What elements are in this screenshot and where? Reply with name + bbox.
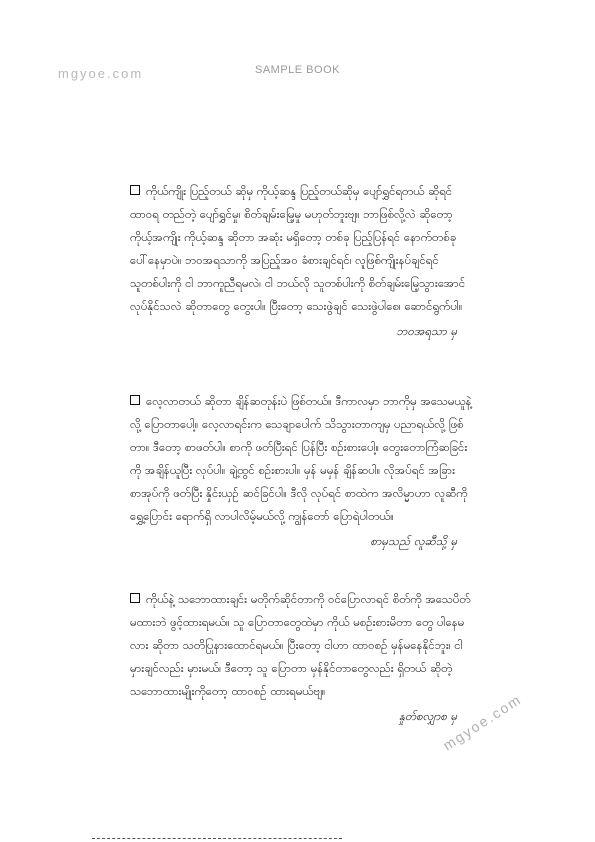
quote-block-2 (130, 390, 475, 551)
watermark-top-left: mgyoe.com (58, 66, 144, 81)
quote-text: ကိုယ်နဲ့ သဘောထားချင်း မတိုက်ဆိုင်တာကို ဝင်ပြောလာရင် စိတ်ကို အသေပိတ်မထားဘဲ ဖွင့်ထားရမယ်။ သူ ပြောတာတွေထဲမှာ ကိုယ် မစဉ်းစားမိတာ တွေ ပါနေမလား ဆိုတာ သတိပြုနားထောင်ရမယ်။ ပြီးတော့ ငါဟာ ထာဝစဉ် မှန်မနေနိုင်ဘူး၊ ငါ မှားချင်လည်း မှားမယ်၊ ဒီတော့ သူ ပြောတာ မှန်နိုင်တာတွေလည်း ရှိတယ် ဆိုတဲ့ သဘောထားမျိုးကိုတော့ ထာဝစဉ် ထားရမယ်ဗျ။ (130, 592, 471, 698)
footer-divider (92, 838, 342, 839)
watermark-diagonal: mgyoe.com (440, 690, 525, 754)
checkbox-bullet-icon (130, 395, 140, 405)
quote-text: ကိုယ်ကျိုး ပြည့်တယ် ဆိုမှ ကိုယ့်ဆန္ဒ ပြည့်တယ်ဆိုမှ ပျော်ရွှင်ရတယ် ဆိုရင် ထာဝရ တည်တဲ့ ပျော်ရွှင်မှု၊ စိတ်ချမ်းမြေ့မှု မဟုတ်ဘူးဗျ။ ဘာဖြစ်လို့လဲ ဆိုတော့ ကိုယ့်အကျိုး ကိုယ့်ဆန္ဒ ဆိုတာ အဆုံး မရှိတော့ တစ်ခု ပြည့်ပြန်ရင် နောက်တစ်ခု ပေါ်နေမှာပဲ။ ဘဝအရသာကို အပြည့်အဝ ခံစားချင်ရင်၊ လူဖြစ်ကျိုးနပ်ချင်ရင် သူတစ်ပါးကို ငါ ဘာကူညီရမလဲ၊ ငါ ဘယ်လို သူတစ်ပါးကို စိတ်ချမ်းမြေ့သွားအောင် လုပ်နိုင်သလဲ ဆိုတာတွေ တွေးပါ။ ပြီးတော့ သေးဖွဲချင် သေးဖွဲပါစေ၊ ဆောင်ရွက်ပါ။ (130, 184, 466, 313)
quote-source: စာမှသည် လူဆီသို့ မှ (370, 534, 457, 548)
page-header-title: SAMPLE BOOK (255, 64, 340, 76)
quote-source: နှုတ်စလျှာစ မှ (398, 709, 457, 723)
quote-block-1 (130, 180, 475, 341)
quote-block-3 (130, 588, 475, 726)
quote-text: လေ့လာတယ် ဆိုတာ ချိန်ဆတုန်းပဲ ဖြစ်တယ်။ ဒီကာလမှာ ဘာကိုမှ အသေမယူနဲ့လို့ ပြောတာပေါ့။ လေ့လာရင်းက သေချာပေါက် သိသွားတာကျမှ ပညာရယ်လို့ ဖြစ်တာ။ ဒီတော့ စာဖတ်ပါ။ စာကို ဖတ်ပြီးရင် ပြန်ပြီး စဉ်းစားပေါ့။ တွေးတောကြံဆခြင်းကို အချိန်ယူပြီး လုပ်ပါ။ ချဲ့ထွင် စဉ်းစားပါ။ မှန် မမှန် ချိန်ဆပါ။ လိုအပ်ရင် အခြားစာအုပ်ကို ဖတ်ပြီး နှိုင်းယှဉ် ဆင်ခြင်ပါ။ ဒီလို လုပ်ရင် စာထဲက အလိမ္မာဟာ လူဆီကို ရွှေ့ပြောင်း ရောက်ရှိ လာပါလိမ့်မယ်လို့ ကျွန်တော် ပြောရဲပါတယ်။ (130, 394, 472, 523)
checkbox-bullet-icon (130, 185, 140, 195)
quote-source: ဘဝအရသာ မှ (396, 324, 457, 338)
checkbox-bullet-icon (130, 593, 140, 603)
